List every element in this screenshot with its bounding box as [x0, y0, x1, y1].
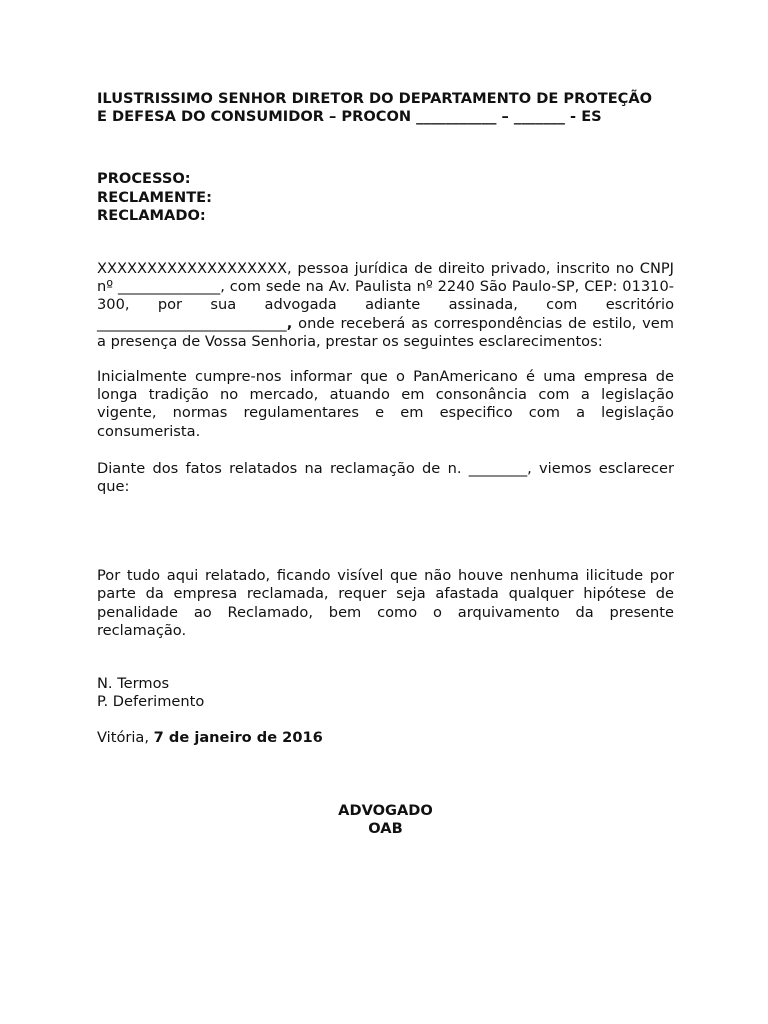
signature-block [97, 802, 674, 838]
paragraph-identification-part1: XXXXXXXXXXXXXXXXXXX, pessoa jurídica de direito privado, inscrito no CNPJ nº ______________, com sede na Av. Paulista nº 2240 São Paulo-SP, CEP: 01310-300, por sua advogada adiante assinada, com escritório __________________________ [97, 260, 674, 332]
document-page [97, 90, 674, 838]
signature-advogado: ADVOGADO [338, 801, 433, 819]
closing-deferimento: P. Deferimento [97, 693, 205, 711]
paragraph-introduction: Inicialmente cumpre-nos informar que o PanAmericano é uma empresa de longa tradição no mercado, atuando em consonância com a legislação vigente, normas regulamentares e em especifico com a legislação consumerista. [97, 368, 674, 440]
paragraph-identification-part2: onde receberá as correspondências de estilo, vem a presença de Vossa Senhoria, prestar os seguintes esclarecimentos: [97, 314, 674, 350]
paragraph-identification-comma: , [286, 314, 293, 332]
closing-block [97, 675, 674, 711]
label-reclamente: RECLAMENTE: [97, 188, 212, 206]
label-reclamado: RECLAMADO: [97, 206, 206, 224]
title-line-1: ILUSTRISSIMO SENHOR DIRETOR DO DEPARTAMENTO DE PROTEÇÃO [97, 90, 653, 107]
document-title [97, 90, 674, 126]
case-labels [97, 170, 674, 225]
closing-termos: N. Termos [97, 675, 170, 693]
title-line-2: E DEFESA DO CONSUMIDOR – PROCON ___________ – _______ - ES [97, 108, 602, 126]
date-line [97, 729, 674, 747]
signature-oab: OAB [368, 819, 403, 837]
date-place: Vitória, [97, 729, 154, 747]
paragraph-facts: Diante dos fatos relatados na reclamação de n. ________, viemos esclarecer que: [97, 459, 674, 496]
date-value: 7 de janeiro de 2016 [153, 729, 323, 747]
paragraph-conclusion: Por tudo aqui relatado, ficando visível que não houve nenhuma ilicitude por parte da empresa reclamada, requer seja afastada qualquer hipótese de penalidade ao Reclamado, bem como o arquivamento da presente reclamação. [97, 567, 674, 639]
label-processo: PROCESSO: [97, 170, 191, 188]
paragraph-identification [97, 260, 674, 351]
